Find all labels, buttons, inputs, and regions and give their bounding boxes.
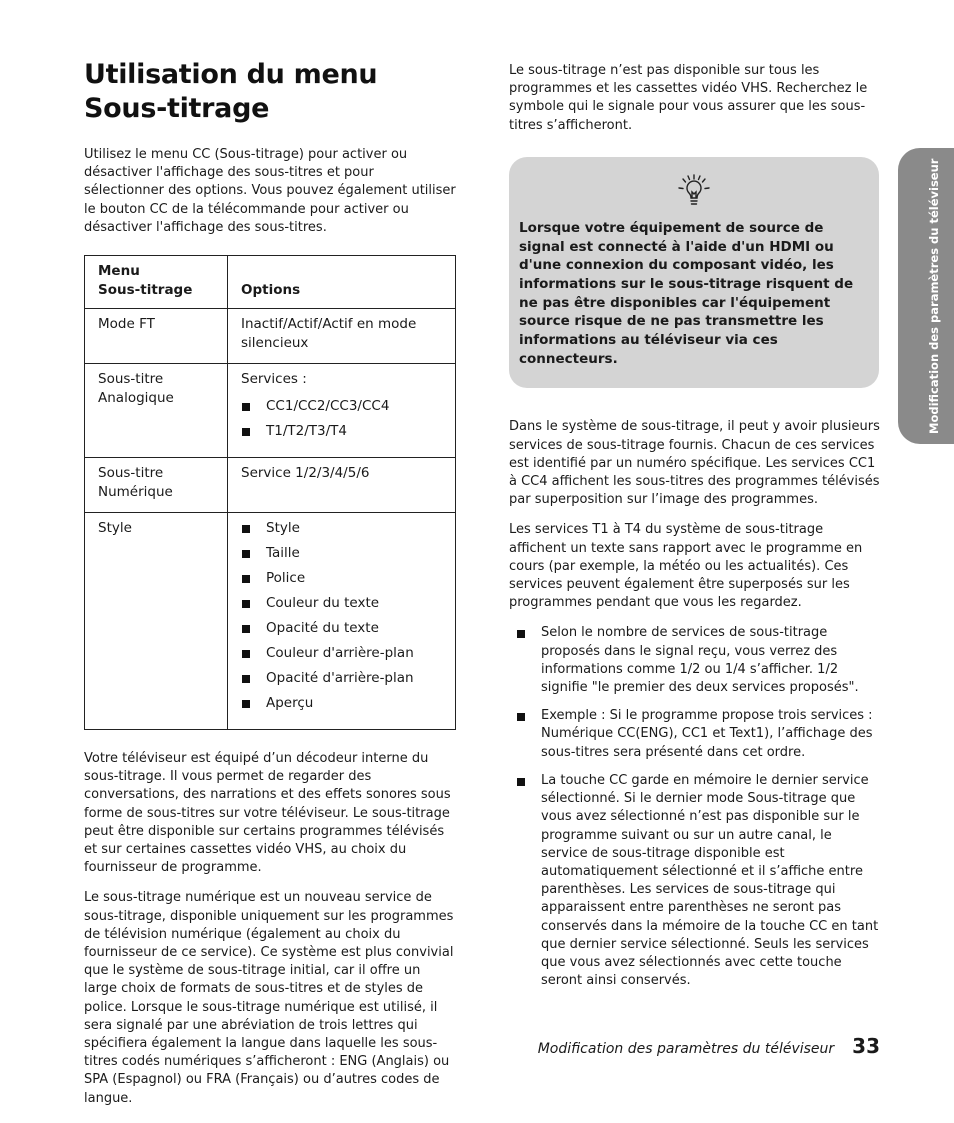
table-cell-options [228, 513, 456, 730]
right-column [509, 62, 881, 1000]
table-cell-menu: Sous-titre Analogique [85, 364, 228, 458]
page-title: Utilisation du menu Sous-titrage [84, 59, 378, 124]
list-item: Couleur du texte [241, 594, 447, 613]
lightbulb-icon [674, 171, 714, 211]
list-item: Exemple : Si le programme propose trois services : Numérique CC(ENG), CC1 et Text1), l’affichage des sous-titres sera présenté dans cet ordre. [509, 707, 881, 762]
list-item: Selon le nombre de services de sous-titrage proposés dans le signal reçu, vous verrez des informations comme 1/2 ou 1/4 s’afficher. 1/2 signifie "le premier des deux services proposés". [509, 624, 881, 697]
list-item: T1/T2/T3/T4 [241, 422, 447, 441]
body-paragraph: Les services T1 à T4 du système de sous-titrage affichent un texte sans rapport avec le programme en cours (par exemple, la météo ou les actualités). Ces services peuvent également être superposés sur les programmes pendant que vous les regardez. [509, 522, 863, 611]
list-item: Couleur d'arrière-plan [241, 644, 447, 663]
footer-title: Modification des paramètres du téléviseur [537, 1041, 835, 1057]
list-item: CC1/CC2/CC3/CC4 [241, 397, 447, 416]
table-cell-options [228, 364, 456, 458]
left-column [84, 58, 456, 1120]
body-paragraph: Le sous-titrage n’est pas disponible sur tous les programmes et les cassettes vidéo VHS. Recherchez le symbole qui le signale pour vous assurer que les sous-titres s’afficheront. [509, 63, 868, 133]
tip-text: Lorsque votre équipement de source de signal est connecté à l'aide d'un HDMI ou d'une connexion du composant vidéo, les informations sur le sous-titrage risquent de ne pas être disponibles car l'équipement source risque de ne pas transmettre les informations au téléviseur via ces connecteurs. [519, 219, 854, 367]
table-cell-option-intro: Services : [241, 371, 307, 388]
body-paragraph: Dans le système de sous-titrage, il peut y avoir plusieurs services de sous-titrage fournis. Chacun de ces services est identifié par un numéro spécifique. Les services CC1 à CC4 affichent les sous-titres des programmes télévisés par superposition sur l’image des programmes. [509, 419, 880, 508]
page-number: 33 [852, 1034, 880, 1058]
list-item: La touche CC garde en mémoire le dernier service sélectionné. Si le dernier mode Sous-titrage que vous avez sélectionné n’est pas disponible sur le programme suivant ou sur un autre canal, le service de sous-titrage disponible est automatiquement sélectionné et il s’affiche entre parenthèses. Les services de sous-titrage qui apparaissent entre parenthèses ne seront pas conservés dans la mémoire de la touche CC en tant que dernier service sélectionné. Seuls les services que vous avez sélectionnés avec cette touche seront ainsi conservés. [509, 772, 881, 990]
table-header-menu: Menu Sous-titrage [85, 256, 228, 309]
body-paragraph: Votre téléviseur est équipé d’un décodeur interne du sous-titrage. Il vous permet de regarder des conversations, des narrations et des effets sonores sous forme de sous-titres sur votre téléviseur. Le sous-titrage peut être disponible sur certains programmes télévisés et sur certaines cassettes vidéo VHS, au choix du fournisseur de programme. [84, 751, 451, 876]
table-cell-menu: Style [85, 513, 228, 730]
intro-paragraph: Utilisez le menu CC (Sous-titrage) pour activer ou désactiver l'affichage des sous-titres et pour sélectionner des options. Vous pouvez également utiliser le bouton CC de la télécommande pour activer ou désactiver l'affichage des sous-titres. [84, 147, 456, 235]
table-cell-options: Inactif/Actif/Actif en mode silencieux [228, 309, 456, 364]
page-footer [538, 1034, 880, 1058]
list-item: Opacité du texte [241, 619, 447, 638]
list-item: Opacité d'arrière-plan [241, 669, 447, 688]
list-item: Style [241, 519, 447, 538]
table-row [85, 364, 456, 458]
table-header-options: Options [228, 256, 456, 309]
list-item: Aperçu [241, 694, 447, 713]
section-tab-label: Modification des paramètres du téléviseur [927, 158, 941, 434]
info-bullet-list [509, 624, 881, 990]
option-list [241, 397, 447, 441]
table-cell-menu: Sous-titre Numérique [85, 458, 228, 513]
caption-menu-table [84, 255, 456, 730]
table-row [85, 309, 456, 364]
list-item: Police [241, 569, 447, 588]
table-cell-options: Service 1/2/3/4/5/6 [228, 458, 456, 513]
tip-box [509, 157, 879, 389]
body-paragraph: Le sous-titrage numérique est un nouveau service de sous-titrage, disponible uniquement sur les programmes de télévision numérique (également au choix du fournisseur de ce service). Ce système est plus convivial que le système de sous-titrage initial, car il offre un large choix de formats de sous-titres et de styles de police. Lorsque le sous-titrage numérique est utilisé, il sera signalé par une abréviation de trois lettres qui spécifiera également la langue dans laquelle les sous-titres codés numériques s’afficheront : ENG (Anglais) ou SPA (Espagnol) ou FRA (Français) ou d’autres codes de langue. [84, 890, 454, 1106]
table-cell-menu: Mode FT [85, 309, 228, 364]
option-list [241, 519, 447, 713]
table-row [85, 513, 456, 730]
table-row [85, 458, 456, 513]
list-item: Taille [241, 544, 447, 563]
table-header-row [85, 256, 456, 309]
